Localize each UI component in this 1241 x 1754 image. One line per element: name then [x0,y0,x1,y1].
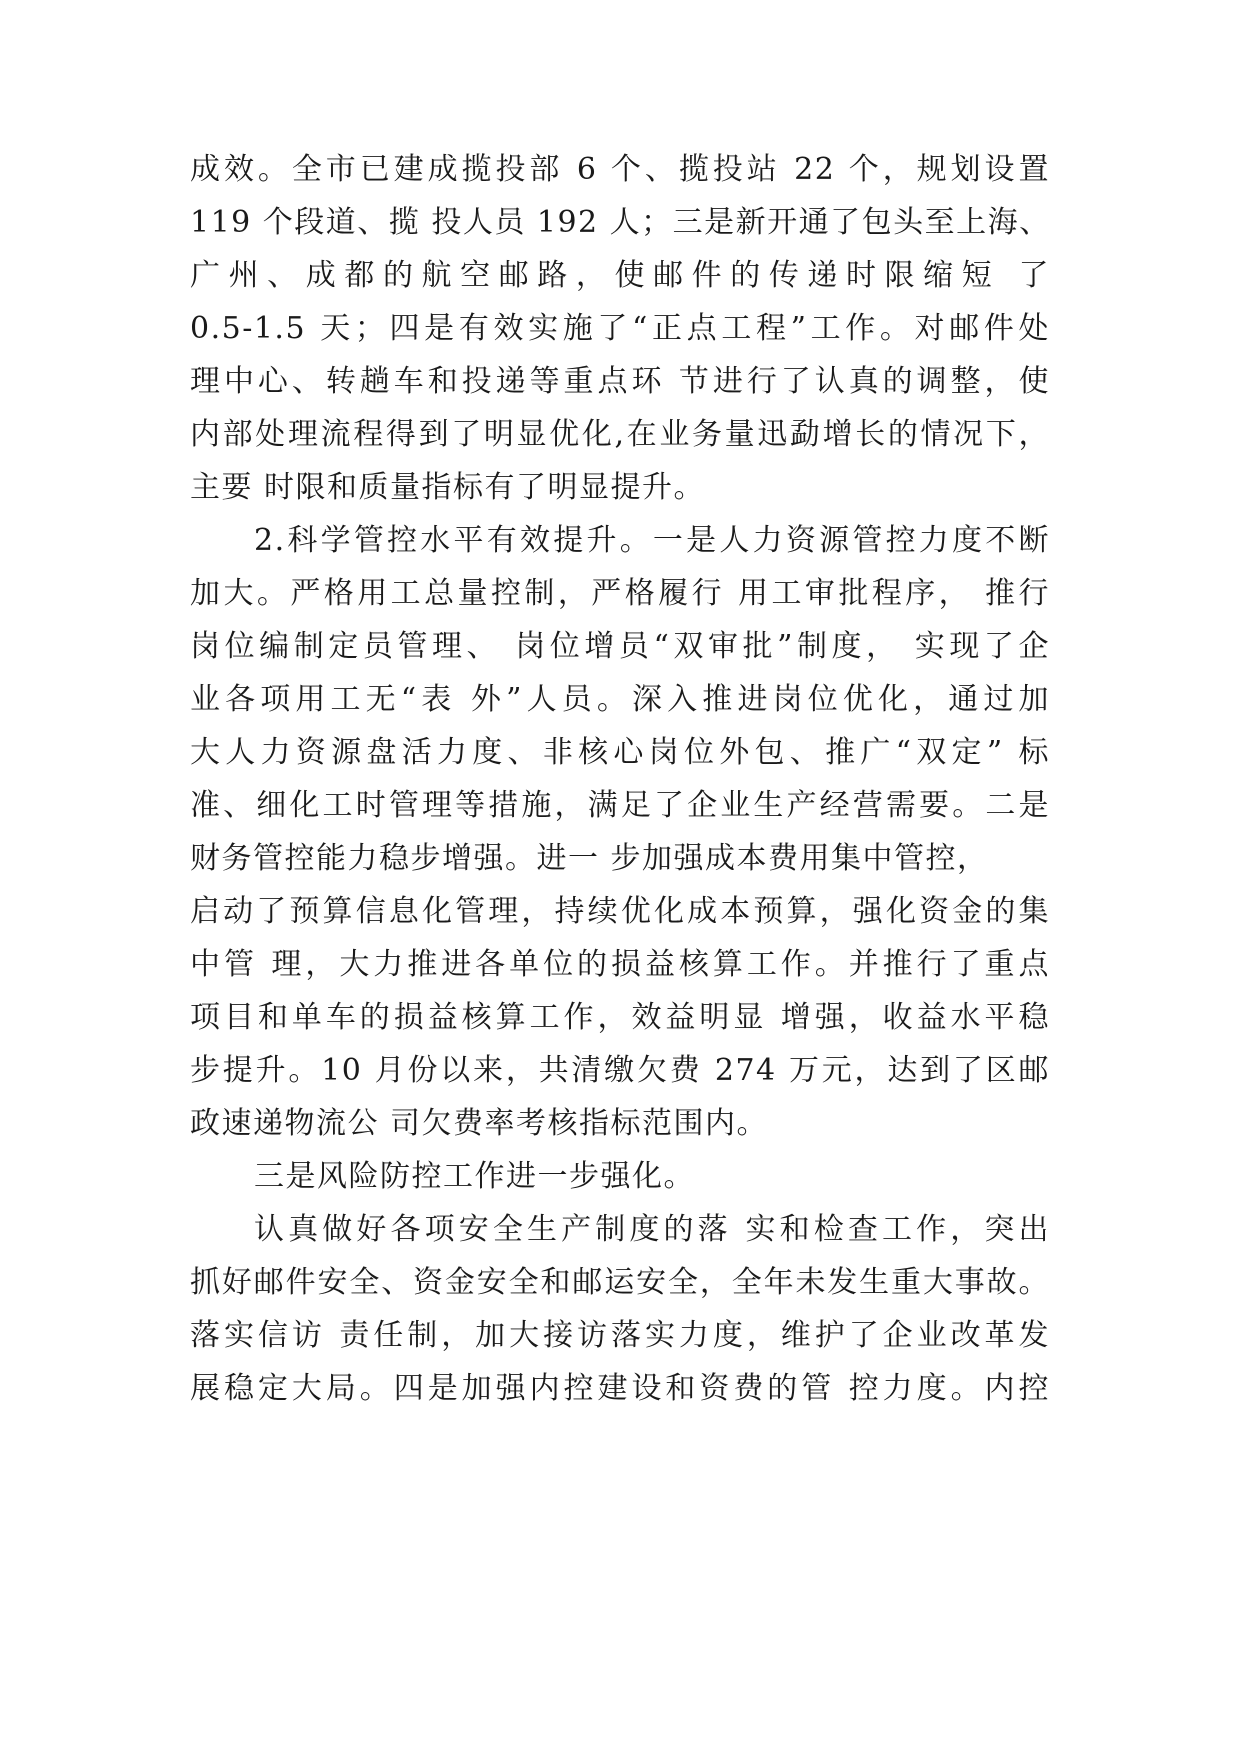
paragraph-start-line: 2.科学管控水平有效提升。一是人力资源管控力度不断 [254,523,1050,558]
text-line: 理中心、转趟车和投递等重点环 节进行了认真的调整，使 [190,364,1050,399]
text-line: 准、细化工时管理等措施，满足了企业生产经营需要。二是 [190,788,1050,823]
text-line: 项目和单车的损益核算工作，效益明显 增强，收益水平稳 [190,1000,1050,1035]
text-line: 岗位编制定员管理、 岗位增员“双审批”制度， 实现了企 [190,629,1050,664]
text-line: 大人力资源盘活力度、非核心岗位外包、推广“双定” 标 [190,735,1050,770]
text-line: 落实信访 责任制，加大接访落实力度，维护了企业改革发 [190,1318,1050,1353]
text-line: 中管 理，大力推进各单位的损益核算工作。并推行了重点 [190,947,1050,982]
text-line: 展稳定大局。四是加强内控建设和资费的管 控力度。内控 [190,1371,1050,1406]
text-line: 步提升。10 月份以来，共清缴欠费 274 万元，达到了区邮 [190,1053,1050,1088]
text-line: 119 个段道、揽 投人员 192 人；三是新开通了包头至上海、 [190,205,1051,240]
text-line: 内部处理流程得到了明显优化,在业务量迅勐增长的情况下， [190,417,1050,452]
paragraph-start-line: 认真做好各项安全生产制度的落 实和检查工作，突出 [254,1212,1050,1247]
text-line: 政速递物流公 司欠费率考核指标范围内。 [190,1106,769,1141]
text-line: 成效。全市已建成揽投部 6 个、揽投站 22 个，规划设置 [190,152,1050,187]
text-line: 业各项用工无“表 外”人员。深入推进岗位优化，通过加 [190,682,1050,717]
text-line: 加大。严格用工总量控制，严格履行 用工审批程序， 推行 [190,576,1050,611]
text-line: 广州、成都的航空邮路，使邮件的传递时限缩短 了 [190,258,1050,293]
text-line: 财务管控能力稳步增强。进一 步加强成本费用集中管控， [190,841,989,876]
text-line: 抓好邮件安全、资金安全和邮运安全，全年未发生重大事故。 [190,1265,1050,1300]
paragraph-start-line: 三是风险防控工作进一步强化。 [254,1159,695,1194]
text-line: 主要 时限和质量指标有了明显提升。 [190,470,706,505]
text-line: 启动了预算信息化管理，持续优化成本预算，强化资金的集 [190,894,1050,929]
text-line: 0.5-1.5 天；四是有效实施了“正点工程”工作。对邮件处 [190,311,1050,346]
